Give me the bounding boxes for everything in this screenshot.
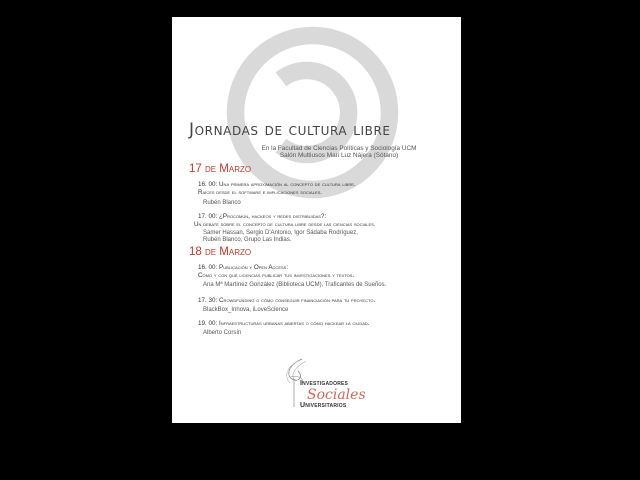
talk-title [198, 297, 453, 305]
day-heading-2: 18 de Marzo [189, 246, 252, 258]
speaker-line: BlackBox_Innova, iLoveScience [203, 307, 289, 313]
speaker-line: Alberto Corsín [203, 330, 242, 336]
poster-title: Jornadas de cultura libre [189, 120, 391, 140]
talk-speakers [203, 307, 288, 314]
talk-line: Un debate sobre el concepto de cultura libre desde las ciencias sociales. [194, 220, 376, 228]
talk-line: 19. 00: Infraestructuras urbanas abiertas o cómo hackear la ciudad. [198, 320, 370, 327]
investigadores-sociales-logo [280, 357, 400, 412]
talk-line: 17. 00: ¿Procomún, hackeos y redes distribuidas?: [198, 213, 327, 220]
day-heading-1: 17 de Marzo [189, 163, 252, 175]
speaker-line: Rubén Blanco [203, 200, 241, 206]
talk-speakers [203, 282, 386, 289]
event-poster [172, 17, 461, 423]
talk-line: Raíces desde el software e implicaciones sociales. [198, 188, 323, 196]
talk-line: Cómo y con qué licencias publicar tus investigaciones y textos. [198, 271, 355, 279]
logo-script: Sociales [307, 387, 366, 403]
talk-title [194, 213, 453, 228]
talk-line: 16. 00: Una primera aproximación al concepto de cultura libre. [198, 181, 356, 188]
logo-line-1: Investigadores [300, 380, 349, 387]
talk-line: 16. 00: Publicación y Open Access: [198, 264, 289, 271]
talk-title [198, 181, 453, 196]
talk-title [198, 264, 453, 279]
talk-title [198, 320, 453, 328]
talk-speakers [203, 230, 358, 245]
talk-speakers [203, 200, 241, 207]
talk-line: 17. 30: Crowdfunding o cómo conseguir financiación para tu proyecto. [198, 297, 376, 304]
speaker-line: Rubén Blanco, Grupo Las Indias. [203, 237, 292, 244]
speaker-line: Samer Hassan, Sergio D'Antonio, Igor Sádaba Rodríguez, [203, 230, 358, 236]
venue-line-1: En la Facultad de Ciencias Políticas y Sociología UCM [261, 145, 417, 152]
speaker-line: Ana Mª Martínez González (Biblioteca UCM), Traficantes de Sueños. [203, 282, 387, 288]
talk-speakers [203, 330, 241, 337]
venue-line-2: Salón Multiusos Mari Luz Nájera (Sótano) [279, 152, 399, 159]
logo-line-2: Universitarios [300, 402, 347, 409]
copyleft-icon [225, 25, 400, 200]
